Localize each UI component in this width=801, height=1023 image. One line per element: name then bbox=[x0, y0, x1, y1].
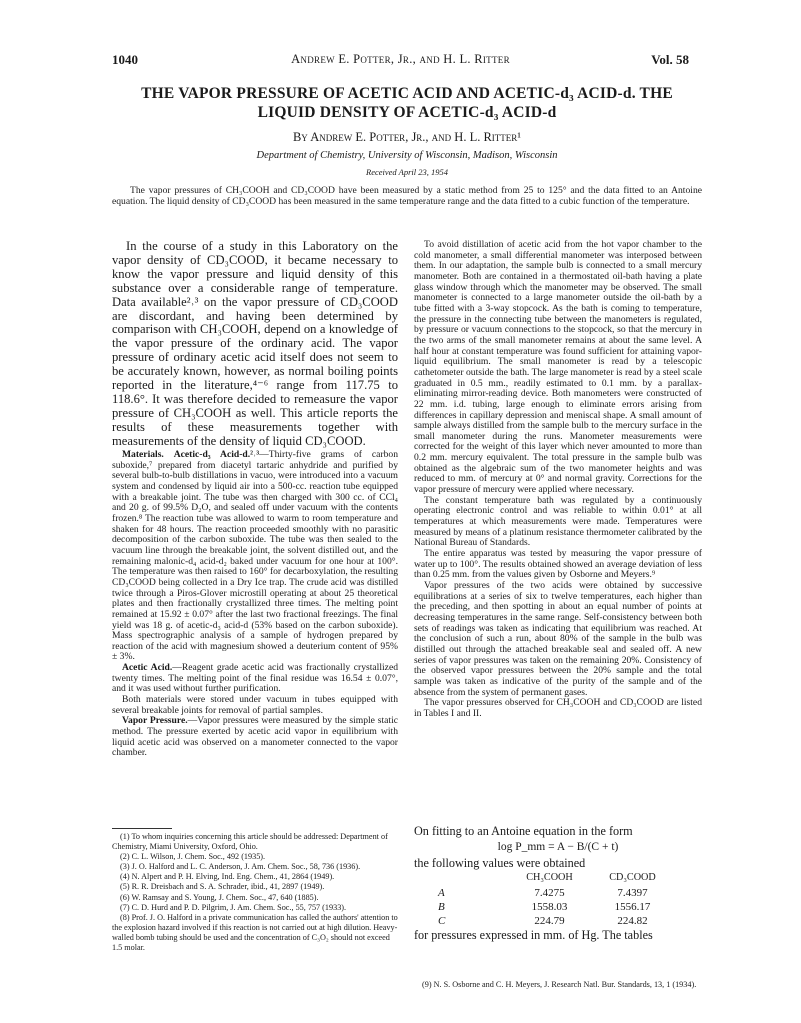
antoine-equation: log P_mm = A − B/(C + t) bbox=[497, 841, 619, 853]
acetic-acid-heading: Acetic Acid. bbox=[122, 662, 173, 674]
title-line-1: THE VAPOR PRESSURE OF ACETIC ACID AND ACETIC-d₃ ACID-d. THE bbox=[141, 85, 673, 102]
bath-paragraph: The constant temperature bath was regulated by a continuously operating electronic control and was reliable to within 0.01° at all temperatures at which measurements were made. Temperatures were measured by means of a platinum resistance thermometer calibrated by the National Bureau of Standards. bbox=[414, 494, 702, 549]
row-label: A bbox=[438, 887, 445, 899]
table-corner bbox=[424, 870, 508, 886]
footnote-7: (7) C. D. Hurd and P. D. Pilgrim, J. Am. Chem. Soc., 55, 757 (1933). bbox=[120, 902, 347, 912]
footnote-4: (4) N. Alpert and P. H. Elving, Ind. Eng. Chem., 41, 2864 (1949). bbox=[120, 872, 335, 882]
row-label: B bbox=[438, 901, 445, 913]
title-line-2: LIQUID DENSITY OF ACETIC-d₃ ACID-d bbox=[257, 104, 557, 121]
abstract: The vapor pressures of CH₃COOH and CD₃COOD have been measured by a static method from 25 to 125° and the data fitted to an Antoine equation. The liquid density of CD₃COOD has been measured in the same temperature range and the data fitted to a cubic function of the temperature. bbox=[112, 185, 702, 207]
table-row bbox=[424, 886, 674, 900]
procedure-paragraph: Vapor pressures of the two acids were obtained by successive equilibrations at a series of six to twelve temperatures, each higher than the preceding, and then spotting in about an equal number of points at decreasing temperatures in the same range. Self-consistency between both sets of readings was taken as indicating that equilibrium was reached. At the conclusion of such a run, about 80% of the sample in the bulb was distilled out through the attached breakable seal and sealed off. A new series of vapor pressures was taken on the remaining 20%. Consistency of the observed vapor pressures between the 20% sample and the total sample was taken as indicative of the purity of the sample and of the absence from the system of permanent gases. bbox=[414, 580, 702, 698]
footnotes bbox=[112, 832, 398, 953]
table-cell: 7.4397 bbox=[617, 887, 648, 899]
column-header-ch3cooh: CH₃COOH bbox=[526, 872, 573, 883]
page-number: 1040 bbox=[112, 52, 138, 67]
footnote-5: (5) R. R. Dreisbach and S. A. Schrader, ibid., 41, 2897 (1949). bbox=[120, 882, 325, 892]
row-label: C bbox=[438, 915, 446, 927]
table-header-row bbox=[424, 870, 674, 886]
column-header-cd3cood: CD₃COOD bbox=[609, 872, 656, 883]
footnote-8: (8) Prof. J. O. Halford in a private communication has called the authors' attention to the explosion hazard involved if this reaction is not carried out at high dilution. Heavy-walled bomb tubing should be used and the concentration of C₃O₂ should not exceed 1.5 molar. bbox=[112, 912, 398, 953]
materials-heading: Materials. bbox=[122, 449, 164, 460]
table-row bbox=[424, 914, 674, 928]
antoine-section bbox=[414, 824, 702, 942]
tables-reference-paragraph: The vapor pressures observed for CH₃COOH and CD₃COOD are listed in Tables I and II. bbox=[414, 697, 702, 719]
materials-subheading: Acetic-d₃ Acid-d.²˒³ bbox=[173, 449, 260, 460]
table-cell: 1558.03 bbox=[531, 901, 568, 913]
table-cell: 224.79 bbox=[534, 915, 565, 927]
footnote-rule bbox=[112, 828, 172, 829]
intro-paragraph: In the course of a study in this Laboratory on the vapor density of CD₃COOD, it became necessary to know the vapor pressure and liquid density of this substance over a considerable range of temperature. Data available²˒³ on the vapor pressure of CD₃COOD are discordant, and having been determined by comparison with CH₃COOH, depend on a knowledge of the vapor pressure of the ordinary acid. The vapor pressure of ordinary acetic acid itself does not seem to be accurately known, however, as normal boiling points reported in the literature,⁴⁻⁶ range from 117.75 to 118.6°. It was therefore decided to remeasure the vapor pressure of CH₃COOH as well. This article reports the results of these measurements together with measurements of the density of liquid CD₃COOD. bbox=[112, 239, 398, 448]
footnote-6: (6) W. Ramsay and S. Young, J. Chem. Soc., 47, 640 (1885). bbox=[120, 892, 319, 902]
table-cell: 1556.17 bbox=[614, 901, 651, 913]
article-title bbox=[112, 84, 702, 122]
running-authors: Andrew E. Potter, Jr., and H. L. Ritter bbox=[291, 52, 510, 66]
intro-column bbox=[112, 240, 398, 449]
footnote-9: (9) N. S. Osborne and C. H. Meyers, J. Research Natl. Bur. Standards, 13, 1 (1934). bbox=[422, 980, 697, 989]
received-date: Received April 23, 1954 bbox=[366, 167, 448, 177]
footnote-3: (3) J. O. Halford and L. C. Anderson, J. Am. Chem. Soc., 58, 736 (1936). bbox=[120, 862, 361, 872]
right-column-body bbox=[414, 240, 702, 720]
affiliation: Department of Chemistry, University of Wisconsin, Madison, Wisconsin bbox=[256, 150, 558, 161]
antoine-following: the following values were obtained bbox=[414, 856, 586, 870]
table-row bbox=[424, 900, 674, 914]
materials-text: —Thirty-five grams of carbon suboxide,⁷ prepared from diacetyl tartaric anhydride and purified by several bulb-to-bulb distillations in vacuo, were introduced into a vacuum system and condensed by liquid air into a 500-cc. reaction tube equipped with a breakable joint. The tube was then charged with 300 cc. of CCl₄ and 20 g. of 99.5% D₂O, and sealed off under vacuum with the contents frozen.⁸ The reaction tube was allowed to warm to room temperature and shaken for 48 hours. The reaction proceeded smoothly with no parasitic decomposition of the carbon suboxide. The tube was then sealed to the vacuum line through the breakable joint, the solvent distilled out, and the remaining malonic-d₄ acid-d₂ baked under vacuum for one hour at 100°. The temperature was then raised to 160° for decarboxylation, the resulting CD₃COOD being collected in a Dry Ice trap. The crude acid was distilled twice through a Piros-Glover microstill operating at about 25 theoretical plates and then fractionally crystallized three times. The melting point remained at 15.92 ± 0.07° after the last two fractional freezings. The final yield was 18 g. of acetic-d₃ acid-d (53% based on the carbon suboxide). Mass spectrographic analysis of a sample of hydrogen prepared by reaction of the acid with magnesium showed a deuterium content of 95% ± 3%. bbox=[112, 449, 398, 663]
vapor-pressure-text: —Vapor pressures were measured by the simple static method. The pressure exerted by acetic acid vapor in equilibrium with liquid acetic acid was observed on a manometer connected to the vapor chamber. bbox=[112, 715, 398, 759]
left-column-body bbox=[112, 450, 398, 759]
test-paragraph: The entire apparatus was tested by measuring the vapor pressure of water up to 100°. The results obtained showed an average deviation of less than 0.25 mm. from the values given by Osborne and Meyers.⁹ bbox=[414, 548, 702, 581]
materials-paragraph bbox=[112, 450, 398, 663]
vapor-pressure-heading: Vapor Pressure. bbox=[122, 715, 188, 727]
table-cell: 7.4275 bbox=[534, 887, 565, 899]
apparatus-paragraph: To avoid distillation of acetic acid from the hot vapor chamber to the cold manometer, a small differential manometer was interposed between them. In our adaptation, the sample bulb is connected to a small mercury manometer. Both are contained in a thermostated oil-bath having a plate glass window through which the manometer may be observed. The small manometer is connected to a large manometer outside the oil-bath by a tube fitted with a 3-way stopcock. As the bath is coming to temperature, the pressure in the connecting tube between the manometers is regulated, by pressure or vacuum connections to the stopcock, so that the mercury in the two arms of the small manometer remains at about the same level. A half hour at constant temperature was found sufficient for attaining vapor-liquid equilibrium. The small manometer is read by a telescopic cathetometer outside the bath. The large manometer is read by a steel scale graduated in 0.5 mm., readily estimated to 0.1 mm. by a parallax-eliminating mirror-reading device. Both manometers were constructed of 22 mm. i.d. tubing, large enough to eliminate errors arising from differences in capillary depression and meniscal shape. A small amount of sample always distilled from the sample bulb to the mercury surface in the small manometer during the runs. Manometer measurements were corrected for the weight of this layer which never amounted to more than 0.2 mm. mercury equivalent. The total pressure in the sample bulb was obtained as the algebraic sum of the two manometer heights and was reduced to mm. of mercury at 0° and normal gravity. Corrections for the vapor pressure of mercury were applied where necessary. bbox=[414, 239, 702, 496]
footnote-2: (2) C. L. Wilson, J. Chem. Soc., 492 (1935). bbox=[120, 852, 266, 862]
antoine-lead: On fitting to an Antoine equation in the form bbox=[414, 824, 633, 838]
antoine-constants-table bbox=[424, 870, 674, 928]
footnote-right bbox=[414, 980, 702, 990]
table-cell: 224.82 bbox=[617, 915, 648, 927]
byline: By Andrew E. Potter, Jr., and H. L. Ritter¹ bbox=[292, 130, 522, 144]
acetic-acid-text: —Reagent grade acetic acid was fractionally crystallized twenty times. The melting point of the final residue was 16.54 ± 0.07°, and it was used without further purification. bbox=[112, 662, 398, 695]
volume-label: Vol. 58 bbox=[651, 52, 689, 67]
running-head bbox=[112, 52, 689, 68]
footnote-1: (1) To whom inquiries concerning this article should be addressed: Department of Chemistry, Miami University, Oxford, Ohio. bbox=[112, 832, 388, 852]
acetic-acid-paragraph bbox=[112, 663, 398, 695]
antoine-trailing: for pressures expressed in mm. of Hg. The tables bbox=[414, 928, 653, 942]
vapor-pressure-paragraph bbox=[112, 716, 398, 759]
storage-paragraph: Both materials were stored under vacuum in tubes equipped with several breakable joints for removal of partial samples. bbox=[112, 694, 398, 716]
